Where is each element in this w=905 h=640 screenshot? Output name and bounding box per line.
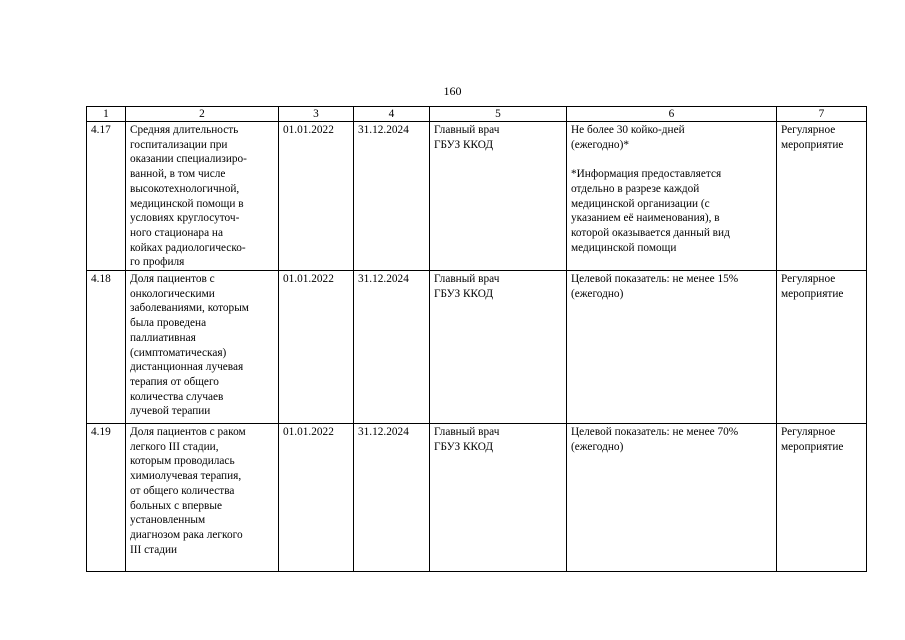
note-line: *Информация предоставляется [571, 168, 722, 181]
activity-name-line: медицинской помощи в [130, 197, 244, 210]
activity-name-line: высокотехнологичной, [130, 182, 240, 195]
activity-name [126, 424, 279, 572]
header-col-7: 7 [777, 107, 867, 122]
activity-name [126, 122, 279, 271]
note-line: которой оказывается данный вид [571, 226, 730, 239]
activity-name-line: го профиля [130, 256, 185, 269]
table-row [87, 424, 867, 572]
activity-name-line: Доля пациентов с раком [130, 426, 246, 439]
header-col-6: 6 [567, 107, 777, 122]
indicator [567, 271, 777, 424]
activity-name-line: ванной, в том числе [130, 168, 226, 181]
indicator-line: (ежегодно)* [571, 138, 629, 151]
activity-name-line: лучевой терапии [130, 405, 211, 418]
activity-name-line: оказании специализиро- [130, 153, 247, 166]
start-date: 01.01.2022 [279, 122, 354, 271]
indicator-line: Не более 30 койко-дней [571, 124, 685, 136]
responsible [430, 271, 567, 424]
indicator [567, 424, 777, 572]
activity-name-line: условиях круглосуточ- [130, 212, 240, 225]
activity-name-line: которым проводилась [130, 455, 235, 468]
activity-type-line: мероприятие [781, 440, 844, 453]
activity-name-line: дистанционная лучевая [130, 361, 244, 374]
activity-type-line: мероприятие [781, 287, 844, 300]
start-date: 01.01.2022 [279, 424, 354, 572]
activity-name-line: Средняя длительность [130, 124, 239, 136]
header-col-4: 4 [354, 107, 430, 122]
activity-type [777, 424, 867, 572]
responsible-line: Главный врач [434, 124, 500, 136]
activity-name-line: Доля пациентов с [130, 273, 215, 286]
activity-name-line: диагнозом рака легкого [130, 528, 243, 541]
activity-name [126, 271, 279, 424]
paragraph-gap [571, 152, 772, 167]
note-line: указанием её наименования), в [571, 212, 720, 225]
note-line: медицинской помощи [571, 241, 677, 254]
end-date: 31.12.2024 [354, 424, 430, 572]
activity-name-line: установленным [130, 514, 206, 527]
indicator-line: (ежегодно) [571, 287, 624, 300]
activity-type [777, 122, 867, 271]
indicator-line: Целевой показатель: не менее 15% [571, 273, 739, 286]
table-row [87, 122, 867, 271]
activity-name-line: паллиативная [130, 331, 196, 344]
activity-name-line: количества случаев [130, 390, 224, 403]
end-date: 31.12.2024 [354, 271, 430, 424]
end-date: 31.12.2024 [354, 122, 430, 271]
indicator [567, 122, 777, 271]
activity-type-line: мероприятие [781, 138, 844, 151]
header-col-2: 2 [126, 107, 279, 122]
responsible [430, 122, 567, 271]
table-row [87, 271, 867, 424]
responsible-line: ГБУЗ ККОД [434, 287, 494, 300]
header-col-5: 5 [430, 107, 567, 122]
row-number: 4.17 [87, 122, 126, 271]
activity-name-line: III стадии [130, 543, 178, 556]
header-col-1: 1 [87, 107, 126, 122]
page-number: 160 [443, 84, 462, 98]
activities-table [86, 106, 867, 572]
header-row [87, 107, 867, 122]
activity-name-line: заболеваниями, которым [130, 302, 249, 315]
note-line: медицинской организации (с [571, 197, 710, 210]
header-col-3: 3 [279, 107, 354, 122]
responsible-line: Главный врач [434, 273, 500, 286]
activity-name-line: госпитализации при [130, 138, 228, 151]
activity-name-line: больных с впервые [130, 499, 222, 512]
responsible-line: ГБУЗ ККОД [434, 440, 494, 453]
activity-type [777, 271, 867, 424]
activity-name-line: от общего количества [130, 484, 235, 497]
indicator-line: Целевой показатель: не менее 70% [571, 426, 739, 439]
activity-name-line: терапия от общего [130, 375, 219, 388]
activity-name-line: онкологическими [130, 287, 215, 300]
indicator-line: (ежегодно) [571, 440, 624, 453]
activity-name-line: (симптоматическая) [130, 346, 227, 359]
activity-type-line: Регулярное [781, 124, 836, 136]
responsible [430, 424, 567, 572]
activity-name-line: была проведена [130, 317, 207, 330]
activity-name-line: ного стационара на [130, 226, 223, 239]
activity-type-line: Регулярное [781, 273, 836, 286]
activity-name-line: химиолучевая терапия, [130, 470, 242, 483]
row-number: 4.19 [87, 424, 126, 572]
activity-name-line: койках радиологическо- [130, 241, 246, 254]
activity-type-line: Регулярное [781, 426, 836, 439]
start-date: 01.01.2022 [279, 271, 354, 424]
responsible-line: ГБУЗ ККОД [434, 138, 494, 151]
row-number: 4.18 [87, 271, 126, 424]
responsible-line: Главный врач [434, 426, 500, 439]
note-line: отдельно в разрезе каждой [571, 182, 700, 195]
activity-name-line: легкого III стадии, [130, 440, 219, 453]
